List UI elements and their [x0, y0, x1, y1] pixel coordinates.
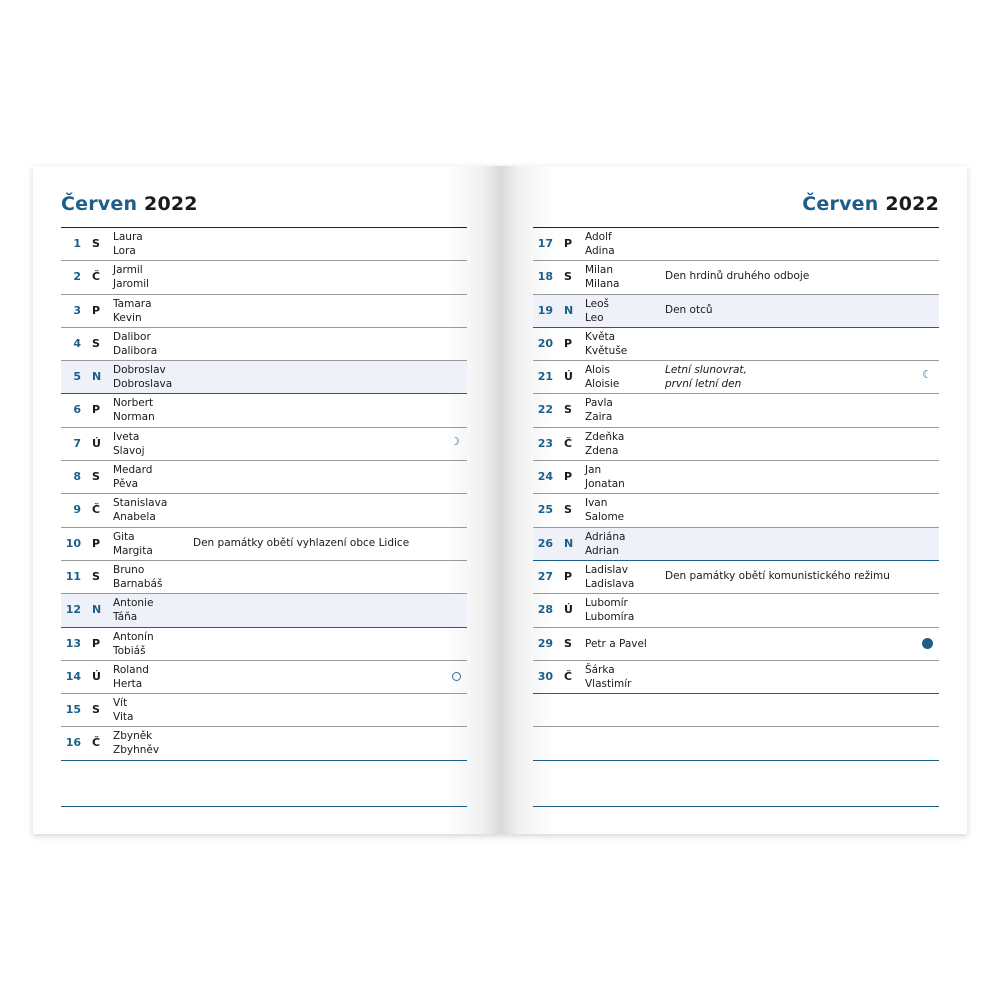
name-day: Tamara — [113, 297, 152, 310]
name-days — [585, 430, 624, 458]
day-row — [61, 295, 467, 328]
weekday-letter: P — [564, 336, 573, 350]
name-days — [585, 396, 613, 424]
day-row-sunday — [533, 528, 939, 561]
name-day: Norbert — [113, 397, 154, 410]
day-number: 29 — [537, 636, 553, 650]
name-day: Antonín — [113, 630, 154, 643]
day-row — [61, 561, 467, 594]
name-days — [113, 563, 162, 591]
holiday-note: Den otců — [665, 303, 713, 316]
name-day: Adriána — [585, 530, 626, 543]
day-rows — [61, 227, 467, 807]
weekday-letter: S — [92, 703, 100, 717]
page-title — [802, 193, 939, 215]
page-title — [61, 193, 198, 215]
name-day: Zbyhněv — [113, 744, 160, 757]
name-days — [113, 230, 143, 258]
day-row — [533, 628, 939, 661]
weekday-letter: Č — [92, 503, 101, 517]
weekday-letter: Ú — [564, 603, 573, 617]
holiday-note — [665, 363, 747, 391]
weekday-letter: Č — [92, 270, 101, 284]
weekday-letter: S — [92, 237, 100, 250]
weekday-letter: S — [92, 569, 100, 583]
day-number: 12 — [65, 603, 81, 617]
holiday-note: Den památky obětí vyhlazení obce Lidice — [193, 536, 410, 549]
name-days — [113, 596, 153, 624]
name-day: Vít — [113, 697, 128, 710]
name-day: Barnabáš — [113, 577, 163, 590]
day-row — [533, 428, 939, 461]
title-year: 2022 — [885, 193, 939, 215]
weekday-letter: S — [92, 336, 100, 350]
weekday-letter: N — [564, 536, 574, 550]
name-day: Lora — [113, 245, 136, 257]
day-number: 21 — [537, 370, 553, 384]
name-day: Vlastimír — [585, 677, 632, 690]
name-day: Aloisie — [585, 378, 620, 391]
name-days — [585, 530, 625, 558]
name-day: Petr a Pavel — [585, 637, 647, 650]
name-days — [585, 330, 627, 358]
name-day: Dalibor — [113, 330, 151, 343]
day-row — [533, 261, 939, 294]
day-row — [533, 661, 939, 694]
day-row-sunday — [61, 361, 467, 394]
name-day: Ivan — [585, 497, 608, 510]
day-row — [533, 228, 939, 261]
day-number: 11 — [65, 569, 81, 583]
weekday-letter: Ú — [92, 669, 101, 683]
day-row — [61, 328, 467, 361]
day-row — [61, 528, 467, 561]
day-number: 5 — [73, 370, 81, 384]
day-number: 13 — [65, 636, 81, 650]
name-day: Slavoj — [113, 444, 145, 457]
name-days — [585, 263, 619, 291]
weekday-letter: P — [92, 536, 101, 550]
name-day: Tobiáš — [113, 644, 146, 657]
weekday-letter: P — [92, 636, 101, 650]
day-row — [61, 628, 467, 661]
day-row — [61, 461, 467, 494]
name-day: Táňa — [113, 611, 138, 624]
name-days — [585, 496, 624, 524]
name-days — [113, 363, 172, 391]
weekday-letter: P — [564, 237, 573, 250]
holiday-note-line: první letní den — [665, 378, 742, 391]
day-number: 27 — [537, 569, 553, 583]
weekday-letter: N — [92, 370, 102, 384]
weekday-letter: Č — [564, 436, 573, 450]
weekday-letter: Č — [564, 669, 573, 683]
name-day: Iveta — [113, 430, 140, 443]
title-year: 2022 — [144, 193, 198, 215]
name-days — [113, 530, 153, 558]
day-row — [533, 594, 939, 627]
name-day: Jaromil — [113, 278, 150, 291]
day-row — [533, 394, 939, 427]
name-day: Margita — [113, 544, 153, 557]
day-number: 7 — [73, 436, 81, 450]
name-day: Adina — [585, 245, 615, 257]
blank-row — [533, 761, 939, 807]
holiday-note: Den památky obětí komunistického režimu — [665, 569, 890, 582]
weekday-letter: P — [92, 303, 101, 317]
day-number: 2 — [73, 270, 81, 284]
day-row — [61, 394, 467, 427]
weekday-letter: P — [564, 470, 573, 484]
name-day: Lubomíra — [585, 611, 635, 624]
title-month: Červen — [61, 193, 138, 215]
name-day: Herta — [113, 677, 143, 690]
name-days — [113, 729, 159, 757]
name-days — [113, 330, 157, 358]
name-day: Stanislava — [113, 497, 168, 510]
weekday-letter: Ú — [92, 436, 101, 450]
day-number: 20 — [537, 336, 553, 350]
weekday-letter: S — [564, 636, 572, 650]
name-days — [585, 363, 619, 391]
day-row — [61, 727, 467, 760]
name-day: Kevin — [113, 311, 142, 324]
day-number: 3 — [73, 303, 81, 317]
name-day: Roland — [113, 663, 149, 676]
name-days — [113, 496, 167, 524]
weekday-letter: S — [92, 470, 100, 484]
day-number: 8 — [73, 470, 81, 484]
name-days — [113, 696, 133, 724]
name-day: Alois — [585, 364, 610, 377]
name-days — [113, 297, 152, 325]
name-day: Pěva — [113, 478, 139, 491]
name-days — [113, 463, 152, 491]
name-days — [585, 663, 632, 691]
day-row — [61, 494, 467, 527]
name-day: Dalibora — [113, 344, 158, 357]
day-number: 25 — [537, 503, 553, 517]
name-day: Pavla — [585, 397, 613, 410]
holiday-note-line: Letní slunovrat, — [665, 364, 747, 377]
name-day: Bruno — [113, 563, 145, 576]
day-number: 6 — [73, 403, 81, 417]
name-days — [585, 637, 647, 651]
day-number: 9 — [73, 503, 81, 517]
day-row-sunday — [61, 594, 467, 627]
name-day: Vita — [113, 711, 134, 724]
weekday-letter: S — [564, 503, 572, 517]
name-days — [113, 663, 149, 691]
name-day: Zdeňka — [585, 430, 625, 443]
name-day: Norman — [113, 411, 155, 424]
weekday-letter: P — [92, 403, 101, 417]
right-page — [500, 166, 967, 834]
name-days — [585, 563, 634, 591]
name-day: Gita — [113, 530, 135, 543]
day-row — [533, 361, 939, 394]
day-number: 24 — [537, 470, 553, 484]
name-day: Ladislava — [585, 577, 635, 590]
day-number: 4 — [73, 336, 81, 350]
weekday-letter: N — [564, 303, 574, 317]
name-day: Milana — [585, 278, 620, 291]
name-day: Zbyněk — [113, 730, 153, 743]
name-day: Jarmil — [113, 264, 143, 277]
day-number: 15 — [65, 703, 81, 717]
name-days — [113, 396, 155, 424]
name-day: Anabela — [113, 511, 156, 524]
blank-row — [533, 694, 939, 727]
day-number: 30 — [537, 669, 553, 683]
day-row — [61, 661, 467, 694]
name-days — [113, 263, 149, 291]
name-day: Jonatan — [585, 478, 625, 491]
weekday-letter: Č — [92, 736, 101, 750]
name-day: Laura — [113, 231, 143, 243]
name-days — [585, 463, 625, 491]
day-number: 14 — [65, 669, 81, 683]
name-day: Lubomír — [585, 597, 628, 610]
blank-row — [533, 727, 939, 760]
day-number: 23 — [537, 436, 553, 450]
name-day: Leoš — [585, 297, 610, 310]
title-month: Červen — [802, 193, 879, 215]
name-day: Milan — [585, 264, 613, 277]
name-days — [585, 297, 609, 325]
name-day: Adolf — [585, 231, 612, 243]
name-day: Adrian — [585, 544, 619, 557]
last-quarter-moon-icon: ☾ — [922, 368, 932, 382]
day-row — [61, 428, 467, 461]
name-day: Zdena — [585, 444, 619, 457]
blank-row — [61, 761, 467, 807]
day-row — [61, 228, 467, 261]
day-number: 17 — [537, 237, 553, 250]
name-day: Květuše — [585, 344, 628, 357]
day-number: 19 — [537, 303, 553, 317]
day-number: 10 — [65, 536, 81, 550]
day-number: 1 — [73, 237, 81, 250]
day-row — [61, 694, 467, 727]
name-days — [113, 430, 145, 458]
name-days — [585, 230, 615, 258]
name-day: Jan — [585, 464, 602, 477]
day-row — [61, 261, 467, 294]
day-rows — [533, 227, 939, 807]
weekday-letter: Ú — [564, 370, 573, 384]
day-number: 16 — [65, 736, 81, 750]
day-number: 18 — [537, 270, 553, 284]
holiday-note: Den hrdinů druhého odboje — [665, 270, 810, 283]
open-diary — [33, 166, 967, 834]
day-row — [533, 328, 939, 361]
left-page — [33, 166, 500, 834]
day-number: 26 — [537, 536, 553, 550]
name-day: Zaira — [585, 411, 613, 424]
name-day: Dobroslava — [113, 378, 173, 391]
day-row-sunday — [533, 295, 939, 328]
weekday-letter: S — [564, 403, 572, 417]
name-days — [113, 630, 154, 658]
day-row — [533, 461, 939, 494]
new-moon-icon — [922, 638, 933, 649]
name-day: Salome — [585, 511, 625, 524]
day-number: 28 — [537, 603, 553, 617]
name-day: Medard — [113, 464, 153, 477]
day-row — [533, 561, 939, 594]
weekday-letter: S — [564, 270, 572, 284]
full-moon-icon — [452, 672, 461, 681]
name-day: Šárka — [585, 663, 615, 676]
name-day: Květa — [585, 330, 616, 343]
weekday-letter: P — [564, 569, 573, 583]
name-days — [585, 596, 634, 624]
name-day: Antonie — [113, 597, 154, 610]
name-day: Leo — [585, 311, 604, 324]
name-day: Dobroslav — [113, 364, 166, 377]
day-row — [533, 494, 939, 527]
first-quarter-moon-icon: ☽ — [450, 434, 460, 448]
day-number: 22 — [537, 403, 553, 417]
weekday-letter: N — [92, 603, 102, 617]
name-day: Ladislav — [585, 563, 628, 576]
